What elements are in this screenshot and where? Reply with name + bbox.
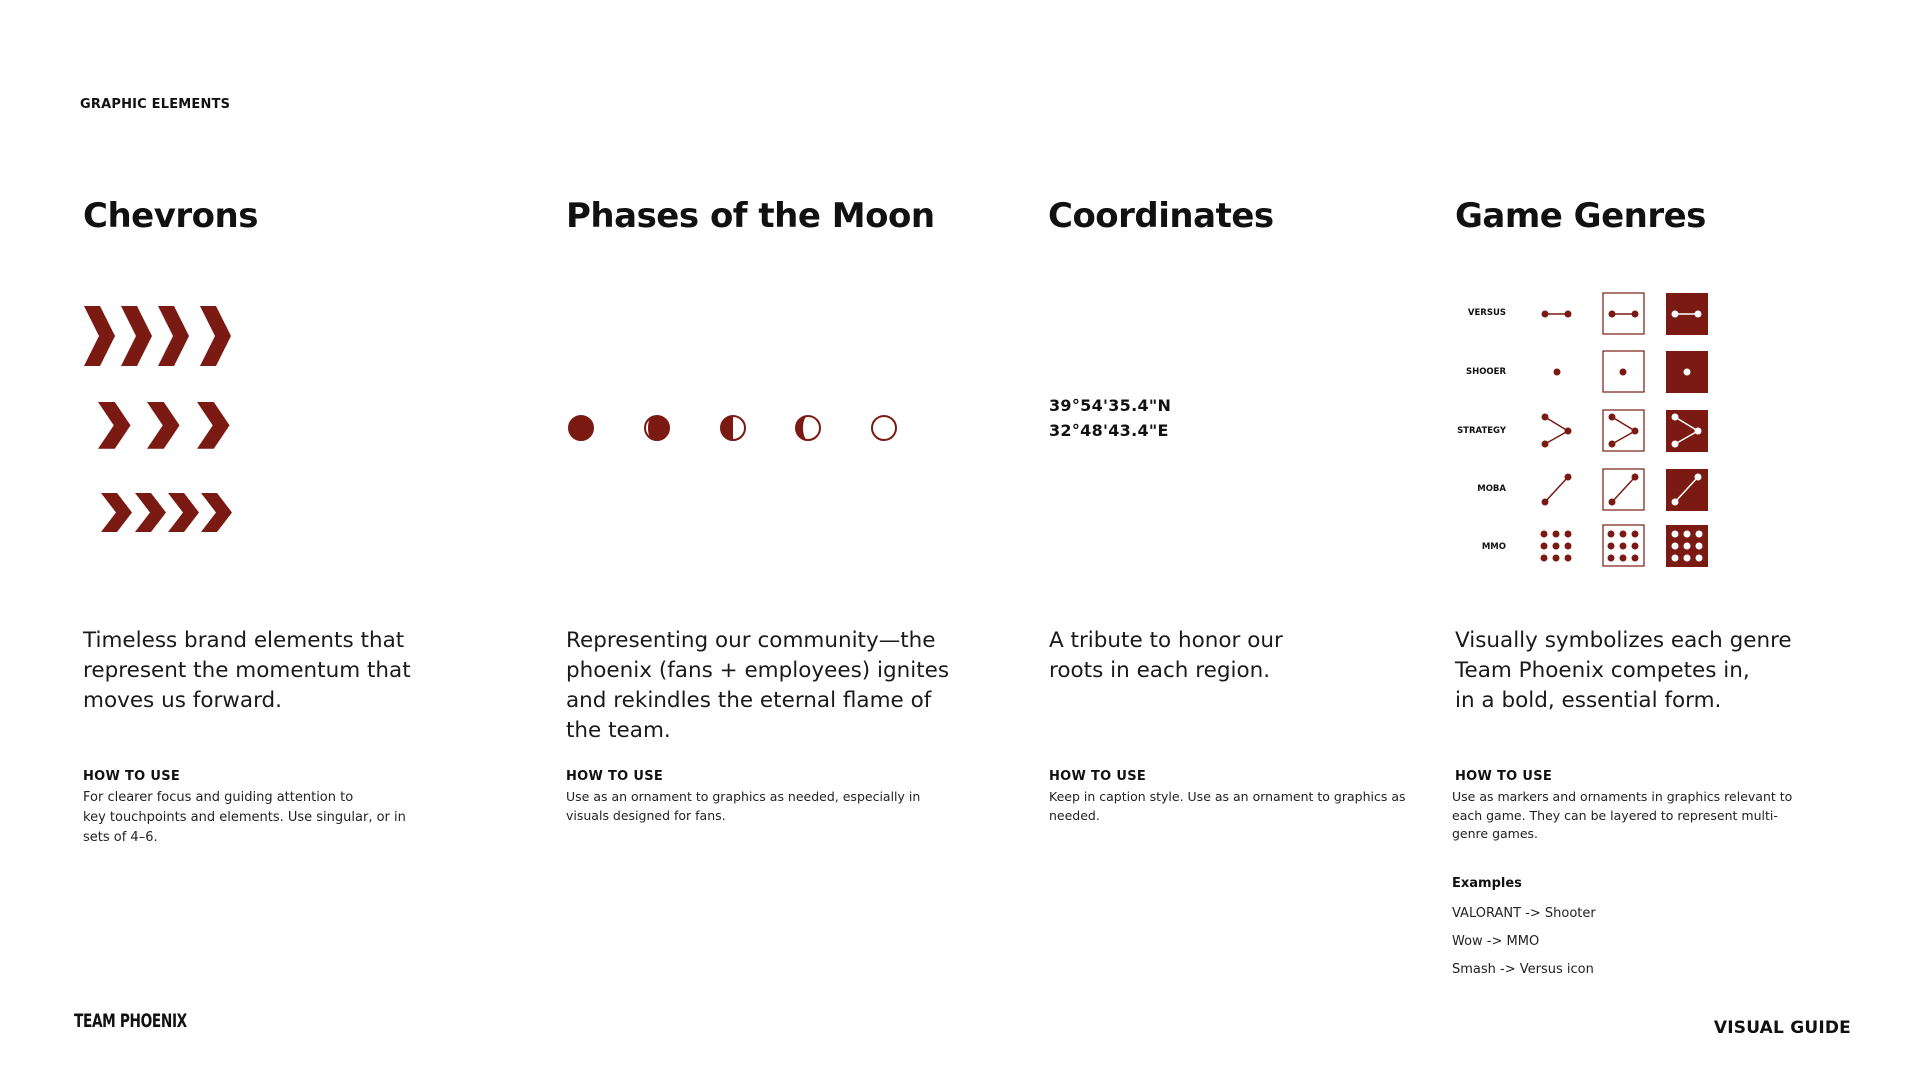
howto-line: Keep in caption style. Use as an ornament to graphics as [1049,789,1406,804]
howto-line: genre games. [1452,826,1539,841]
example-item: VALORANT -> Shooter [1452,906,1596,921]
chevron-row-large [84,306,231,366]
genres-description [1455,626,1792,716]
howto-line: Use as an ornament to graphics as needed, especially in [566,789,921,804]
visual-guide-label: VISUAL GUIDE [1713,1018,1851,1038]
versus-icon [1542,311,1572,318]
mmo-icon-outlined [1603,525,1644,566]
genres-howto-text [1452,788,1792,844]
chevron-row-small [101,493,232,532]
team-phoenix-logo: TEAM PHOENIX [74,1010,187,1032]
strategy-icon [1542,414,1572,448]
chevron-right-icon [158,306,189,366]
waning-crescent-moon-icon [796,416,820,440]
coordinate-latitude: 39°54'35.4"N [1049,396,1172,415]
description-line: Visually symbolizes each genre [1455,628,1792,653]
description-line: and rekindles the eternal flame of [566,688,932,713]
shooter-icon-filled [1666,351,1708,393]
chevron-right-icon [98,402,131,449]
howto-line: For clearer focus and guiding attention to [83,790,354,805]
full-moon-icon [569,416,593,440]
genres-howto-heading: HOW TO USE [1455,769,1553,784]
howto-line: visuals designed for fans. [566,807,726,823]
chevron-right-icon [197,402,230,449]
versus-icon-outlined [1603,293,1644,334]
description-line: roots in each region. [1049,658,1271,683]
coordinates-howto-text [1049,788,1406,825]
chevron-right-icon [121,306,152,366]
moon-phases-graphic [569,416,896,440]
coordinates-description [1049,626,1283,686]
strategy-icon-outlined [1603,410,1644,451]
versus-icon-filled [1666,293,1708,335]
section-label: GRAPHIC ELEMENTS [80,97,231,112]
genre-label-versus: VERSUS [1467,308,1506,318]
chevrons-howto-heading: HOW TO USE [83,769,181,784]
new-moon-icon [872,416,896,440]
description-line: Team Phoenix competes in, [1455,658,1750,683]
coordinates-howto-heading: HOW TO USE [1049,769,1147,784]
description-line: in a bold, essential form. [1455,688,1722,713]
moon-howto-text [566,788,920,825]
description-line: represent the momentum that [83,658,411,683]
chevron-right-icon [147,402,180,449]
description-line: phoenix (fans + employees) ignites [566,658,950,683]
mmo-icon-filled [1666,525,1708,567]
description-line: moves us forward. [83,688,283,713]
description-line: Representing our community—the [566,628,936,653]
genre-label-strategy: STRATEGY [1457,426,1506,436]
shooter-icon [1554,369,1561,376]
game-genres-title: Game Genres [1455,196,1706,236]
chevron-right-icon [200,306,231,366]
moon-description [566,626,949,746]
chevrons-title: Chevrons [83,196,258,236]
coordinate-longitude: 32°48'43.4"E [1049,421,1169,440]
chevron-right-icon [135,493,166,532]
example-item: Smash -> Versus icon [1452,962,1594,977]
howto-line: sets of 4–6. [83,830,158,845]
moba-icon-filled [1666,469,1708,511]
chevrons-description [83,626,411,716]
chevron-right-icon [101,493,132,532]
description-line: the team. [566,718,671,743]
example-item: Wow -> MMO [1452,934,1540,949]
half-moon-icon [721,416,745,440]
chevrons-graphic [84,306,232,532]
howto-line: each game. They can be layered to represent multi- [1452,807,1778,823]
examples-heading: Examples [1452,876,1522,891]
moon-phases-title: Phases of the Moon [566,196,935,236]
waning-gibbous-moon-icon [645,416,669,440]
howto-line: needed. [1049,807,1100,823]
chevrons-howto-text [83,788,406,848]
genre-label-shooter: SHOOER [1465,367,1506,377]
chevron-right-icon [201,493,232,532]
genre-label-mmo: MMO [1481,542,1506,552]
genre-label-moba: MOBA [1477,484,1506,494]
moba-icon-outlined [1603,469,1644,510]
mmo-icon [1541,531,1572,562]
moba-icon [1542,474,1572,506]
game-genres-graphic [1541,293,1709,567]
chevron-right-icon [168,493,199,532]
moon-howto-heading: HOW TO USE [566,769,664,784]
description-line: Timeless brand elements that [83,628,405,653]
shooter-icon-outlined [1603,351,1644,392]
chevron-row-medium [98,402,230,449]
howto-line: key touchpoints and elements. Use singular, or in [83,810,406,825]
chevron-right-icon [84,306,115,366]
description-line: A tribute to honor our [1049,628,1283,653]
strategy-icon-filled [1666,410,1708,452]
coordinates-title: Coordinates [1048,196,1274,236]
howto-line: Use as markers and ornaments in graphics relevant to [1452,789,1793,804]
